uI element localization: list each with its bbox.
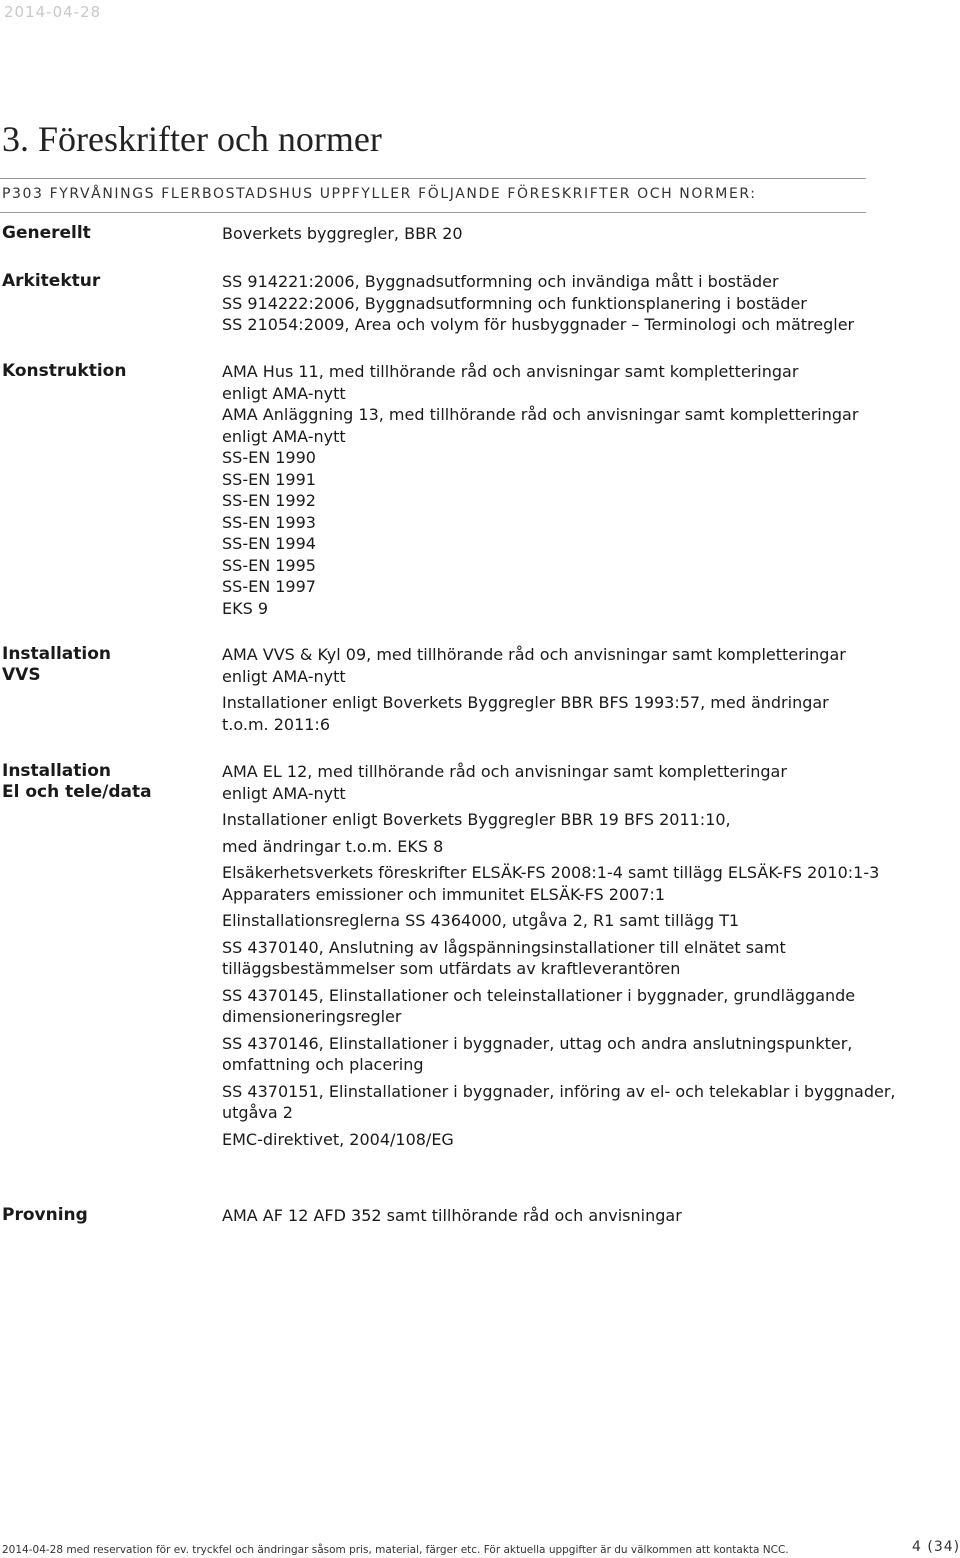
content-line: AMA Hus 11, med tillhörande råd och anvisningar samt kompletteringar [222,362,799,381]
header-date: 2014-04-28 [4,3,102,21]
page-subtitle: P303 FYRVÅNINGS FLERBOSTADSHUS UPPFYLLER FÖLJANDE FÖRESKRIFTER OCH NORMER: [2,186,757,202]
content-line: dimensioneringsregler [222,1007,402,1026]
content-line: SS 914221:2006, Byggnadsutformning och invändiga mått i bostäder [222,272,779,291]
content-line: AMA VVS & Kyl 09, med tillhörande råd och anvisningar samt kompletteringar [222,645,846,664]
content-installation-vvs [222,644,846,735]
category-line: El och tele/data [2,782,152,802]
content-line: med ändringar t.o.m. EKS 8 [222,836,444,856]
content-line: SS 914222:2006, Byggnadsutformning och funktionsplanering i bostäder [222,293,807,313]
content-line: SS 4370151, Elinstallationer i byggnader, införing av el- och telekablar i byggnader, [222,1081,896,1101]
category-installation-el [2,761,152,803]
content-line: SS-EN 1995 [222,555,316,575]
category-line: Installation [2,761,112,781]
content-line: enligt AMA-nytt [222,426,346,446]
content-line: SS 4370146, Elinstallationer i byggnader, uttag och andra anslutningspunkter, [222,1033,853,1053]
content-line: Elsäkerhetsverkets föreskrifter ELSÄK-FS 2008:1-4 samt tillägg ELSÄK-FS 2010:1-3 [222,863,880,882]
content-line: Boverkets byggregler, BBR 20 [222,224,463,243]
page-number: 4 (34) [912,1539,960,1555]
category-line: VVS [2,665,41,685]
content-line: Installationer enligt Boverkets Byggregler BBR 19 BFS 2011:10, [222,810,731,829]
content-line: enligt AMA-nytt [222,783,346,803]
content-line: SS 4370140, Anslutning av lågspänningsinstallationer till elnätet samt [222,937,786,957]
category-installation-vvs [2,644,111,686]
content-line: SS-EN 1991 [222,469,316,489]
page-title: 3. Föreskrifter och normer [2,119,382,159]
content-generellt [222,223,463,245]
content-line: SS-EN 1994 [222,534,316,553]
content-line: AMA EL 12, med tillhörande råd och anvisningar samt kompletteringar [222,762,787,781]
content-line: omfattning och placering [222,1055,424,1074]
content-konstruktion [222,361,858,619]
content-line: Apparaters emissioner och immunitet ELSÄK-FS 2007:1 [222,884,666,904]
content-arkitektur [222,271,854,336]
category-generellt: Generellt [2,223,91,243]
content-line: SS-EN 1997 [222,577,316,596]
content-line: Installationer enligt Boverkets Byggregler BBR BFS 1993:57, med ändringar [222,693,829,712]
category-line: Installation [2,644,112,664]
content-installation-el [222,761,895,1150]
divider-top [0,178,866,179]
content-line: utgåva 2 [222,1103,293,1122]
content-line: AMA AF 12 AFD 352 samt tillhörande råd och anvisningar [222,1206,682,1225]
content-line: tilläggsbestämmelser som utfärdats av kraftleverantören [222,959,681,978]
content-line: AMA Anläggning 13, med tillhörande råd och anvisningar samt kompletteringar [222,405,859,424]
content-line: SS 4370145, Elinstallationer och teleinstallationer i byggnader, grundläggande [222,985,856,1005]
content-line: EMC-direktivet, 2004/108/EG [222,1129,454,1149]
category-konstruktion: Konstruktion [2,361,127,381]
content-line: enligt AMA-nytt [222,383,346,403]
category-arkitektur: Arkitektur [2,271,101,291]
content-line: enligt AMA-nytt [222,666,346,686]
content-line: t.o.m. 2011:6 [222,714,330,734]
content-line: Elinstallationsreglerna SS 4364000, utgåva 2, R1 samt tillägg T1 [222,911,740,930]
content-line: SS 21054:2009, Area och volym för husbyggnader – Terminologi och mätregler [222,315,855,334]
category-provning: Provning [2,1205,88,1225]
footer-disclaimer: 2014-04-28 med reservation för ev. tryckfel och ändringar såsom pris, material, färger etc. För aktuella uppgifter är du välkommen att kontakta NCC. [2,1544,789,1556]
content-line: EKS 9 [222,598,269,618]
content-provning [222,1205,682,1227]
divider-bottom [0,212,866,213]
content-line: SS-EN 1993 [222,512,316,532]
content-line: SS-EN 1992 [222,491,316,510]
content-line: SS-EN 1990 [222,448,316,467]
